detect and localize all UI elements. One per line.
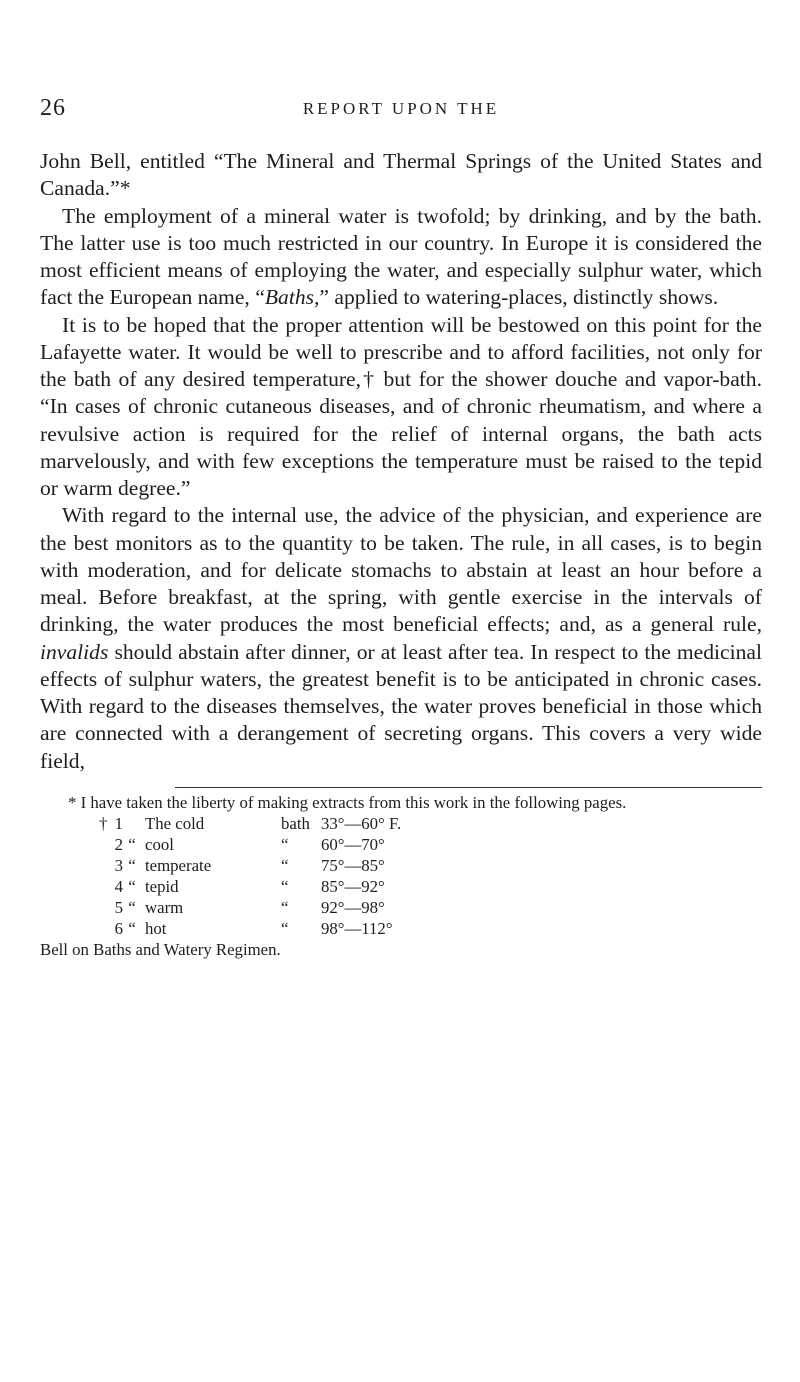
temperature-range: 85°—92°: [321, 876, 385, 896]
row-number: 6: [114, 918, 123, 938]
dagger-mark: [99, 834, 111, 855]
table-row: [99, 876, 401, 897]
bath-word: “: [281, 876, 289, 896]
bath-word: “: [281, 834, 289, 854]
running-head: [40, 95, 762, 135]
bath-word: “: [281, 918, 289, 938]
bath-label: tepid: [145, 876, 179, 896]
bath-word: bath: [281, 813, 310, 833]
paragraph-4: [40, 502, 762, 775]
dagger-mark: [99, 855, 111, 876]
temperature-range: 92°—98°: [321, 897, 385, 917]
dagger-mark: [99, 897, 111, 918]
paragraph-2-text: The employment of a mineral water is twofold; by drinking, and by the bath. The latter use is too much restricted in our country. In Europe it is considered the most efficient means of employing the water, and especially sulphur water, which fact the European name, “: [40, 203, 762, 310]
bath-temperature-table: [99, 813, 401, 939]
table-row: [99, 855, 401, 876]
paragraph-4-text: With regard to the internal use, the advice of the physician, and experience are the best monitors as to the quantity to be taken. The rule, in all cases, is to begin with moderation, and for delicate stomachs to abstain at least an hour before a meal. Before breakfast, at the spring, with gentle exercise in the intervals of drinking, the water produces the most beneficial effects; and, as a general rule,: [40, 503, 762, 637]
page-number: 26: [40, 95, 66, 121]
bath-word: “: [281, 897, 289, 917]
ditto-mark: “: [128, 876, 136, 896]
temperature-range: 60°—70°: [321, 834, 385, 854]
dagger-mark: [99, 876, 111, 897]
row-number: 3: [114, 855, 123, 875]
table-row: [99, 834, 401, 855]
body-text: [40, 148, 762, 775]
bath-label: cool: [145, 834, 174, 854]
dagger-mark: [99, 918, 111, 939]
bath-label: hot: [145, 918, 167, 938]
bath-label: The cold: [145, 813, 205, 833]
paragraph-2-italic: Baths,: [264, 285, 320, 310]
bath-word: “: [281, 855, 289, 875]
temperature-range: 75°—85°: [321, 855, 385, 875]
footnote-1: * I have taken the liberty of making extracts from this work in the following pages.: [68, 792, 627, 812]
ditto-mark: “: [128, 918, 136, 938]
ditto-mark: “: [128, 897, 136, 917]
paragraph-4-end: should abstain after dinner, or at least after tea. In respect to the medicinal effects of sulphur waters, the greatest benefit is to be anticipated in chronic cases. With regard to the diseases themselves, the water proves beneficial in those which are connected with a derangement of secreting organs. This covers a very wide field,: [40, 639, 762, 773]
ditto-mark: [123, 813, 141, 834]
book-page: [40, 95, 762, 960]
dagger-mark: †: [99, 813, 108, 833]
temperature-range: 33°—60° F.: [321, 813, 402, 833]
table-row: [99, 918, 401, 939]
bath-label: warm: [145, 897, 184, 917]
table-row: [99, 897, 401, 918]
temperature-range: 98°—112°: [321, 918, 393, 938]
ditto-mark: “: [128, 855, 136, 875]
paragraph-2: [40, 203, 762, 312]
row-number: 5: [114, 897, 123, 917]
ditto-mark: “: [128, 834, 136, 854]
row-number: 4: [114, 876, 123, 896]
row-number: 2: [114, 834, 123, 854]
table-row: [99, 813, 401, 834]
row-number: 1: [114, 813, 123, 833]
footnote-divider: [175, 787, 762, 788]
footnote-source: Bell on Baths and Watery Regimen.: [40, 939, 281, 959]
paragraph-2-end: ” applied to watering-places, distinctly shows.: [319, 285, 719, 310]
paragraph-1: John Bell, entitled “The Mineral and Thermal Springs of the United States and Canada.”*: [40, 149, 762, 201]
paragraph-3: It is to be hoped that the proper attention will be bestowed on this point for the Lafayette water. It would be well to prescribe and to afford facilities, not only for the bath of any desired temperature,† but for the shower douche and vapor-bath. “In cases of chronic cutaneous diseases, and of chronic rheumatism, and where a revulsive action is required for the relief of internal organs, the bath acts marvelously, and with few exceptions the temperature must be raised to the tepid or warm degree.”: [40, 312, 762, 500]
paragraph-4-italic: invalids: [40, 639, 109, 664]
bath-label: temperate: [145, 855, 212, 875]
running-head-title: REPORT UPON THE: [302, 99, 500, 118]
footnotes: [40, 792, 762, 960]
